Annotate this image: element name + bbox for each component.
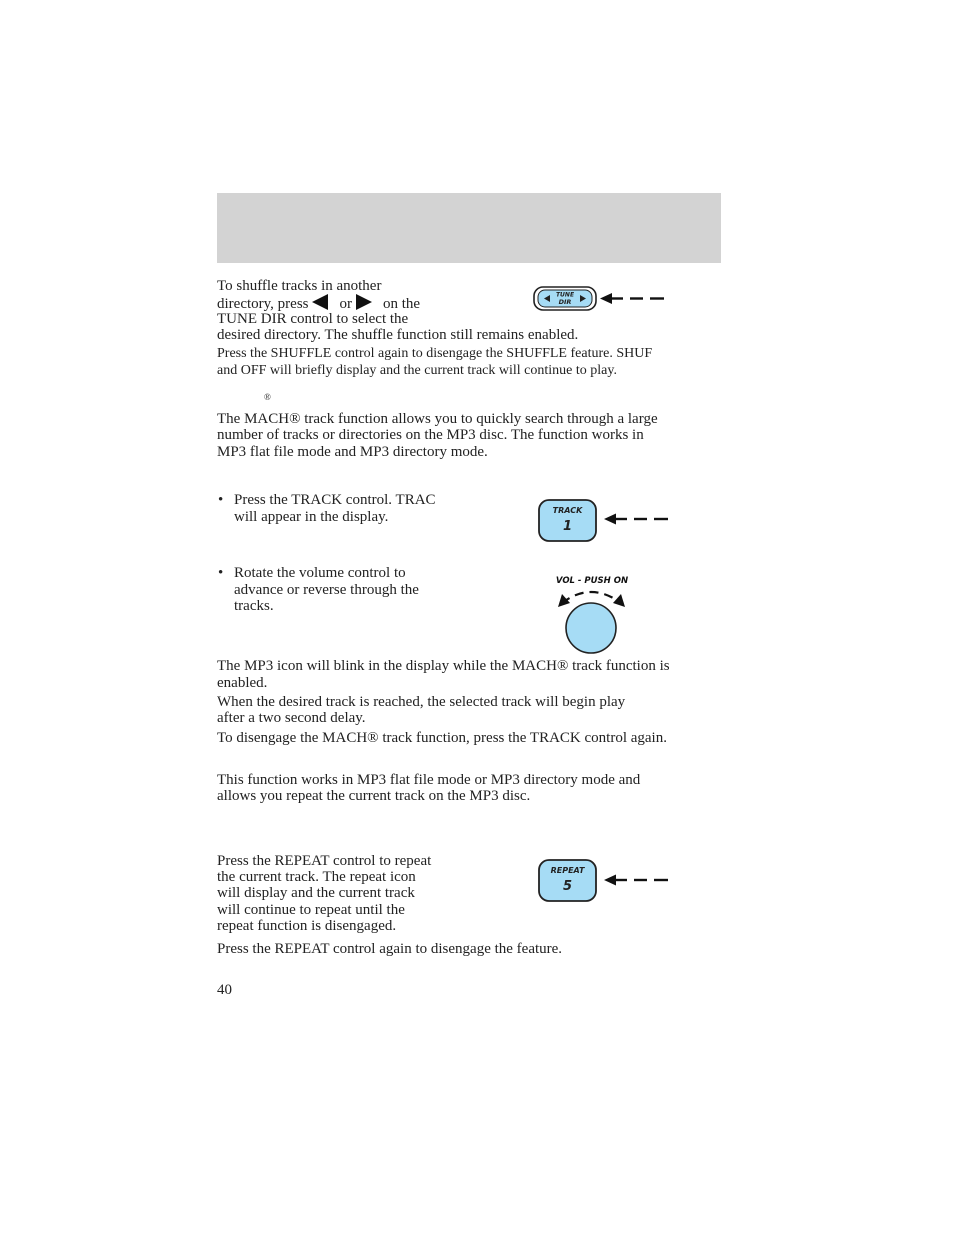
bullet-track-line1: Press the TRACK control. TRAC	[234, 492, 436, 508]
shuffle-text-line4: desired directory. The shuffle function still remains enabled.	[217, 327, 579, 343]
bullet-volume-line1: Rotate the volume control to	[234, 565, 406, 581]
rotate-arrow-icon	[562, 592, 621, 603]
shuffle-disengage-line1: Press the SHUFFLE control again to disengage the SHUFFLE feature. SHUF	[217, 346, 653, 361]
shuffle-text-line3: TUNE DIR control to select the	[217, 311, 409, 327]
page-number: 40	[217, 982, 232, 998]
mach-note-line1: The MP3 icon will blink in the display while the MACH® track function is	[217, 658, 670, 674]
dashed-arrow-icon	[600, 293, 664, 304]
mach-intro-line2: number of tracks or directories on the MP3 disc. The function works in	[217, 427, 644, 443]
tune-dir-bottom-label: DIR	[558, 298, 572, 306]
mach-note-line5: To disengage the MACH® track function, press the TRACK control again.	[217, 730, 667, 746]
repeat-intro-line2: allows you repeat the current track on the MP3 disc.	[217, 788, 531, 804]
dashed-arrow-icon	[604, 875, 668, 886]
tune-dir-button[interactable]	[532, 284, 672, 314]
track-button[interactable]	[536, 498, 676, 544]
repeat-step-line3: will display and the current track	[217, 885, 415, 901]
knob-circle[interactable]	[566, 603, 616, 653]
triangle-left-icon	[312, 294, 328, 310]
bullet-item-volume	[218, 565, 474, 615]
track-button-number: 1	[562, 519, 573, 534]
dashed-arrow-icon	[604, 514, 668, 525]
mach-note-line4: after a two second delay.	[217, 710, 366, 726]
mach-intro-line1: The MACH® track function allows you to quickly search through a large	[217, 411, 658, 427]
volume-knob[interactable]	[548, 572, 638, 658]
repeat-step-line4: will continue to repeat until the	[217, 902, 405, 918]
bullet-dot: •	[218, 565, 224, 581]
tune-dir-top-label: TUNE	[555, 291, 575, 299]
header-band	[217, 193, 721, 263]
bullet-volume-line2: advance or reverse through the	[234, 581, 419, 598]
volume-knob-label: VOL - PUSH ON	[555, 576, 629, 586]
mach-note-line3: When the desired track is reached, the selected track will begin play	[217, 694, 626, 710]
repeat-button-number: 5	[562, 879, 573, 894]
arrow-right-head-icon	[613, 594, 625, 607]
bullet-dot: •	[218, 492, 224, 508]
bullet-item-track	[218, 492, 474, 525]
bullet-volume-line3: tracks.	[234, 598, 274, 614]
repeat-intro-line1: This function works in MP3 flat file mode or MP3 directory mode and	[217, 772, 641, 788]
mach-heading-registered-mark: ®	[264, 392, 271, 402]
mach-intro-line3: MP3 flat file mode and MP3 directory mode.	[217, 444, 488, 460]
shuffle-disengage-line2: and OFF will briefly display and the current track will continue to play.	[217, 363, 617, 378]
bullet-track-line2: will appear in the display.	[234, 508, 389, 525]
repeat-button-label: REPEAT	[550, 866, 585, 875]
shuffle-text-line1: To shuffle tracks in another	[217, 278, 382, 294]
repeat-step-line1: Press the REPEAT control to repeat	[217, 853, 432, 869]
triangle-right-icon	[356, 294, 372, 310]
repeat-step-line5: repeat function is disengaged.	[217, 918, 397, 934]
repeat-button[interactable]	[536, 858, 676, 904]
mach-note-line2: enabled.	[217, 675, 268, 691]
repeat-disengage: Press the REPEAT control again to disengage the feature.	[217, 941, 563, 957]
shuffle-text-line2: directory, press or on the	[217, 296, 421, 312]
repeat-step-line2: the current track. The repeat icon	[217, 869, 416, 885]
track-button-label: TRACK	[552, 506, 583, 515]
arrow-left-head-icon	[558, 594, 570, 607]
